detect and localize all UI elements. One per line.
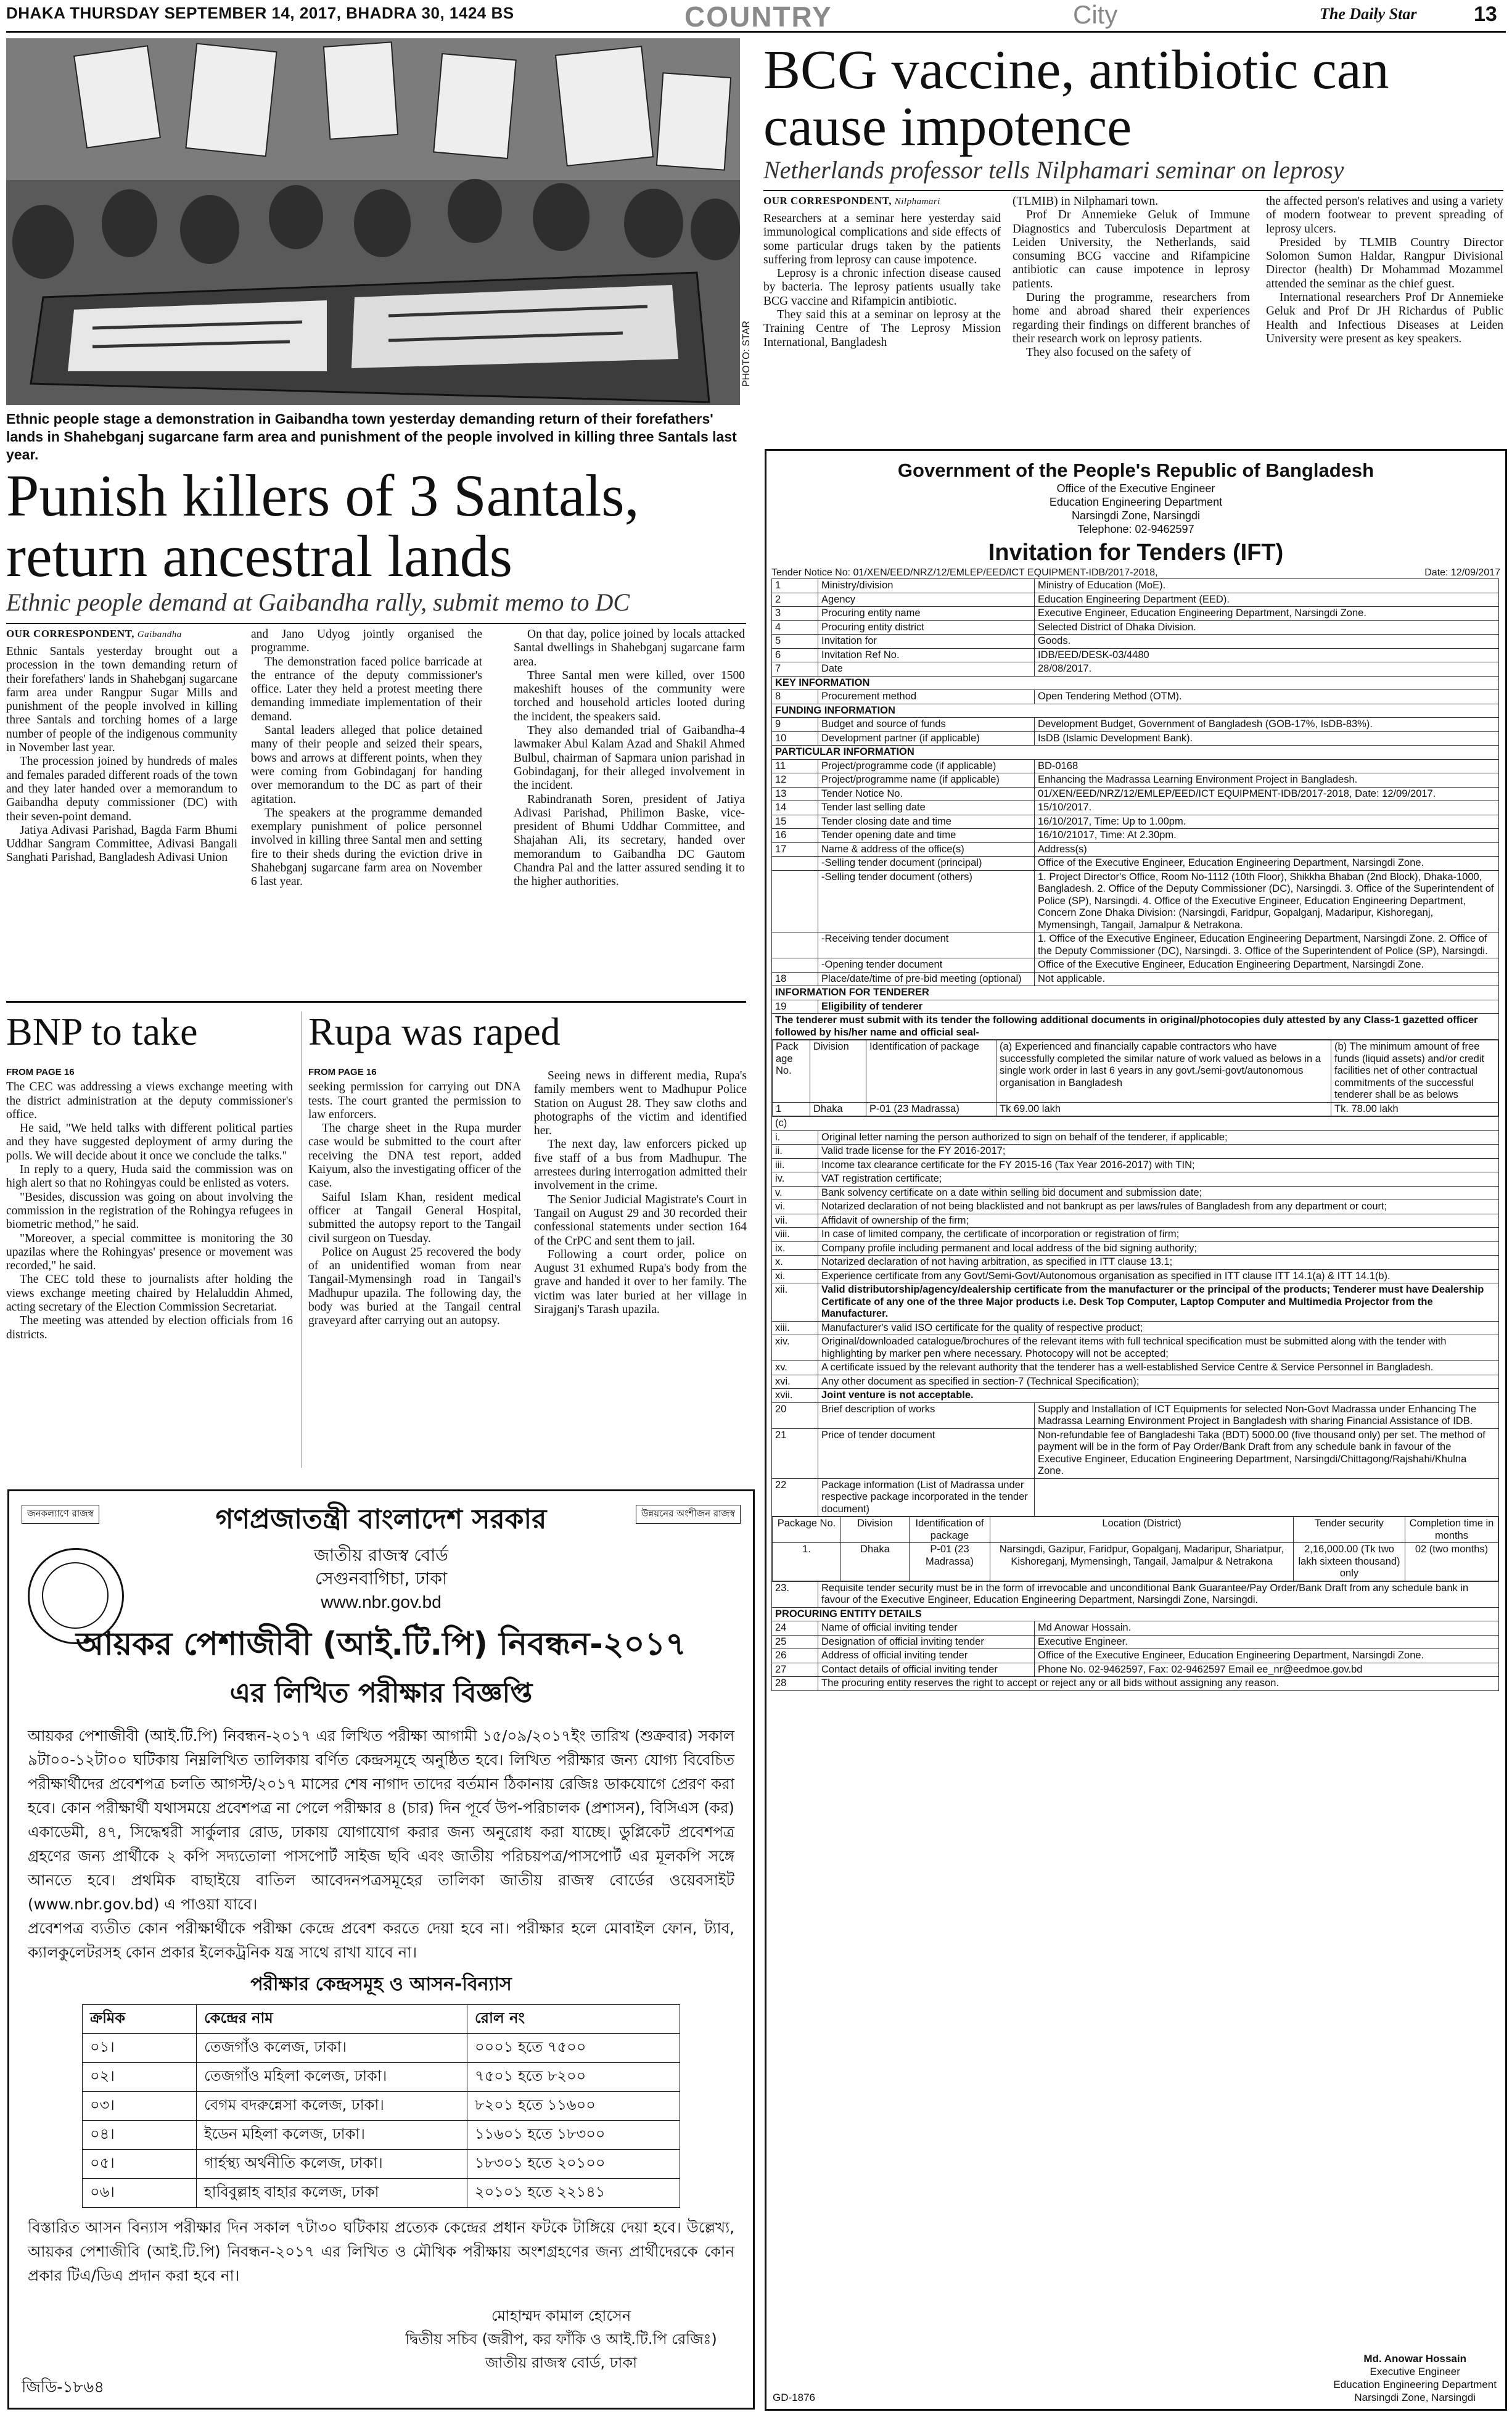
- section-divider: [6, 1001, 746, 1003]
- bcg-deck: Netherlands professor tells Nilphamari seminar on leprosy: [763, 156, 1344, 184]
- dateline: DHAKA THURSDAY SEPTEMBER 14, 2017, BHADRA 30, 1424 BS: [6, 4, 514, 22]
- tender-row: 21 Price of tender document Non-refundable fee of Bangladeshi Taka (BDT) 5000.00 (five thousand only) per set. The method of payment will be in the form of Pay Order/Bank Draft from any schedule bank in favour of the Executive Engineer, Education Engineering Department, Narsingdi/Chittagong/Rajshahi/Khulna Zone.: [772, 1428, 1499, 1478]
- santal-para: and Jano Udyog jointly organised the programme.: [251, 628, 482, 655]
- santal-rule: [6, 623, 746, 624]
- rupa-col-1: [308, 1066, 521, 1328]
- rupa-headline: Rupa was raped: [308, 1010, 561, 1053]
- document-row: x. Notarized declaration of not having arbitration, as specified in ITT clause 13.1;: [772, 1256, 1499, 1270]
- tender-row: -Opening tender document Office of the Executive Engineer, Education Engineering Department, Narsingdi Zone.: [772, 958, 1499, 973]
- nbr-title: আয়কর পেশাজীবী (আই.টি.পি) নিবন্ধন-২০১৭: [76, 1626, 686, 1663]
- tender-row: 6 Invitation Ref No. IDB/EED/DESK-03/4480: [772, 648, 1499, 662]
- bnp-para: The meeting was attended by election officials from 16 districts.: [6, 1314, 293, 1341]
- document-row: v. Bank solvency certificate on a date within selling bid document and submission date;: [772, 1186, 1499, 1200]
- package-head: Package No. Division Identification of package Location (District) Tender security Completion time in months: [773, 1517, 1498, 1543]
- nbr-signature: মোহাম্মদ কামাল হোসেন দ্বিতীয় সচিব (জরীপ, কর ফাঁকি ও আই.টি.পি রেজিঃ) জাতীয় রাজস্ব বোর্ড, ঢাকা: [405, 2307, 717, 2371]
- rupa-para: Seeing news in different media, Rupa's family members went to Madhupur Police Station on August 28. They saw cloths and photographs of the victim and identified her.: [534, 1069, 747, 1138]
- document-row: xiii. Manufacturer's valid ISO certificate for the quality of respective product;: [772, 1321, 1499, 1335]
- tender-row: 9 Budget and source of funds Development Budget, Government of Bangladesh (GOB-17%, IsDB-83%).: [772, 718, 1499, 732]
- tender-row: 2 Agency Education Engineering Department (EED).: [772, 593, 1499, 607]
- tender-gd-code: GD-1876: [773, 2392, 815, 2403]
- tender-row: 25 Designation of official inviting tender Executive Engineer.: [772, 1635, 1499, 1649]
- nbr-table-row: ০৩। বেগম বদরুন্নেসা কলেজ, ঢাকা। ৮২০১ হতে ১১৬০০: [83, 2092, 680, 2121]
- tender-row: 15 Tender closing date and time 16/10/2017, Time: Up to 1.00pm.: [772, 815, 1499, 829]
- rupa-para: Police on August 25 recovered the body of an unidentified woman from near Tangail-Mymensingh road in Tangail's Madhupur upazila. The following day, the body was buried at the Tangail central graveyard after carrying out an autopsy.: [308, 1245, 521, 1328]
- bnp-para: The CEC was addressing a views exchange meeting with the district administration at the deputy commissioner's office.: [6, 1080, 293, 1121]
- tender-row: -Selling tender document (others) 1. Project Director's Office, Room No-1112 (10th Floor), Shikkha Bhaban (2nd Block), Dhaka-1000, Bangladesh. 2. Office of the Deputy Commissioner (DC), Narsingdi. 3. Office of the Superintendent of Police (SP), Narsingdi. 4. Office of the Executive Engineer, Education Engineering Department, Concern Zone Dhaka Division: (Narsingdi, Faridpur, Gopalganj, Madaripur, Kishoreganj, Mymensingh, Tangail, Jamalpur & Netrakona.: [772, 870, 1499, 932]
- santal-byline: OUR CORRESPONDENT, Gaibandha: [6, 628, 182, 640]
- tender-section-row: INFORMATION FOR TENDERER: [772, 986, 1499, 1000]
- tender-row: 3 Procuring entity name Executive Engineer, Education Engineering Department, Narsingdi Zone.: [772, 607, 1499, 621]
- nbr-centre-table: [82, 2004, 680, 2208]
- eligibility-row: 1 Dhaka P-01 (23 Madrassa) Tk 69.00 lakh Tk. 78.00 lakh: [773, 1102, 1498, 1116]
- document-row: vii. Affidavit of ownership of the firm;: [772, 1214, 1499, 1228]
- rupa-para: Saiful Islam Khan, resident medical officer at Tangail General Hospital, submitted the autopsy report to the Tangail civil surgeon on Tuesday.: [308, 1190, 521, 1245]
- nbr-gd-code: জিডি-১৮৬৪: [22, 2378, 105, 2397]
- tender-section-row: PROCURING ENTITY DETAILS: [772, 1607, 1499, 1621]
- nbr-para-1: আয়কর পেশাজীবী (আই.টি.পি) নিবন্ধন-২০১৭ এর লিখিত পরীক্ষা আগামী ১৫/০৯/২০১৭ইং তারিখ (শুক্রবার) সকাল ৯টা০০-১২টা০০ ঘটিকায় নিম্নলিখিত তালিকায় বর্ণিত কেন্দ্রসমূহে অনুষ্ঠিত হবে। লিখিত পরীক্ষার জন্য যোগ্য বিবেচিত পরীক্ষার্থীদের প্রবেশপত্র চলতি আগস্ট/২০১৭ মাসের শেষ নাগাদ তাদের বর্তমান ঠিকানায় রেজিঃ ডাকযোগে প্রেরণ করা হবে। কোন পরীক্ষার্থী যথাসময়ে প্রবেশপত্র না পেলে পরীক্ষার ৪ (চার) দিন পূর্বে উপ-পরিচালক (প্রশাসন), বিসিএস (কর) একাডেমী, ৪৭, সিদ্ধেশ্বরী সার্কুলার রোড, ঢাকায় যোগাযোগ করার জন্য অনুরোধ করা যাচ্ছে। ডুপ্লিকেট প্রবেশপত্র গ্রহণের জন্য প্রার্থীকে ২ কপি সদ্যতোলা পাসপোর্ট সাইজ ছবি এবং জাতীয় পরিচয়পত্র/পাসপোর্ট এর মূলকপি সঙ্গে আনতে হবে। প্রথমিক বাছাইয়ে বাতিল আবেদনপত্রসমূহের তালিকা জাতীয় রাজস্ব বোর্ডের ওয়েবসাইট (www.nbr.gov.bd) এ পাওয়া যাবে।: [28, 1727, 734, 1913]
- bcg-para: International researchers Prof Dr Annemieke Geluk and Prof Dr JH Richardus of Public Health and Infectious Diseases at Leiden University were present as key speakers.: [1266, 291, 1503, 345]
- nbr-table-row: ০২। তেজগাঁও মহিলা কলেজ, ঢাকা। ৭৫০১ হতে ৮২০০: [83, 2063, 680, 2092]
- tender-row: [772, 1014, 1499, 1040]
- bnp-body: [6, 1066, 293, 1342]
- santal-para: On that day, police joined by locals attacked Santal dwellings in Shahebganj sugarcane farm area.: [514, 628, 745, 669]
- tender-row: 20 Brief description of works Supply and Installation of ICT Equipments for selected Non-Govt Madrassa under Enhancing The Madrassa Learning Environment Project in Bangladesh with sharing Financial Assistance of IDB.: [772, 1402, 1499, 1428]
- document-row: ii. Valid trade license for the FY 2016-2017;: [772, 1145, 1499, 1159]
- tender-row: 1 Ministry/division Ministry of Education (MoE).: [772, 579, 1499, 593]
- nbr-left-badge: জনকল্যাণে রাজস্ব: [22, 1505, 99, 1524]
- tender-row: -Selling tender document (principal) Office of the Executive Engineer, Education Engineering Department, Narsingdi Zone.: [772, 857, 1499, 871]
- bcg-para: During the programme, researchers from home and abroad shared their experiences regarding their findings on different branches of their research work on leprosy patients.: [1013, 291, 1250, 345]
- santal-col-2: [251, 628, 482, 889]
- section-label: COUNTRY: [684, 1, 832, 33]
- santal-col-1: [6, 645, 237, 865]
- tender-date: Date: 12/09/2017: [1424, 567, 1500, 578]
- bcg-rule: [763, 190, 1503, 191]
- tender-notice-line: [766, 567, 1505, 578]
- tender-signature: Md. Anowar Hossain Executive Engineer Education Engineering Department Narsingdi Zone, Narsingdi: [1333, 2353, 1497, 2403]
- tender-gov-title: Government of the People's Republic of Bangladesh: [897, 459, 1374, 481]
- nbr-table-head: ক্রমিক কেন্দ্রের নাম রোল নং: [83, 2005, 680, 2034]
- bcg-para: the affected person's relatives and using a variety of modern footwear to prevent spreading of leprosy ulcers.: [1266, 195, 1503, 236]
- bcg-col-1: [763, 212, 1001, 350]
- santal-headline: Punish killers of 3 Santals, return ancestral lands: [6, 463, 639, 589]
- tender-section-row: PARTICULAR INFORMATION: [772, 746, 1499, 760]
- santal-col-3: [514, 628, 745, 889]
- photo-caption: Ethnic people stage a demonstration in Gaibandha town yesterday demanding return of their forefathers' lands in Shahebganj sugarcane farm area and punishment of the people involved in killing three Santals last year.: [6, 411, 737, 463]
- nbr-para-2: প্রবেশপত্র ব্যতীত কোন পরীক্ষার্থীকে পরীক্ষা কেন্দ্রে প্রবেশ করতে দেয়া হবে না। পরীক্ষার হলে মোবাইল ফোন, ট্যাব, ক্যালকুলেটরসহ কোন প্রকার ইলেকট্রনিক যন্ত্র সাথে রাখা যাবে না।: [28, 1919, 734, 1961]
- bcg-para: Presided by TLMIB Country Director Solomon Sumon Haldar, Rangpur Divisional Director (health) Dr Mohammad Mozammel attended the seminar as the chief guest.: [1266, 236, 1503, 290]
- document-row: i. Original letter naming the person authorized to sign on behalf of the tenderer, if applicable;: [772, 1130, 1499, 1145]
- bnp-para: "Besides, discussion was going on about involving the commission in the registration of the Rohingya refugees in biometric method," he said.: [6, 1190, 293, 1232]
- document-row: viii. In case of limited company, the certificate of incorporation or registration of firm;: [772, 1228, 1499, 1242]
- document-row: iv. VAT registration certificate;: [772, 1172, 1499, 1187]
- package-row: 1. Dhaka P-01 (23 Madrassa) Narsingdi, Gazipur, Faridpur, Gopalganj, Madaripur, Shariatpur, Kishoreganj, Mymensingh, Tangail, Jamalpur & Netrakona 2,16,000.00 (Tk two lakh sixteen thousand) only 02 (two months): [773, 1543, 1498, 1581]
- tender-address: Narsingdi Zone, Narsingdi: [1071, 509, 1201, 522]
- nbr-table-title: পরীক্ষার কেন্দ্রসমূহ ও আসন-বিন্যাস: [250, 1974, 512, 1995]
- bcg-headline: BCG vaccine, antibiotic can cause impotence: [763, 39, 1389, 157]
- nbr-subtitle: এর লিখিত পরীক্ষার বিজ্ঞপ্তি: [229, 1677, 533, 1709]
- document-row: vi. Notarized declaration of not being blacklisted and not bankrupt as per laws/rules of Bangladesh from any department or court;: [772, 1200, 1499, 1214]
- tender-section-row: FUNDING INFORMATION: [772, 704, 1499, 718]
- bcg-para: Researchers at a seminar here yesterday said immunological complications and side effects of some particular drugs taken by the patients suffering from leprosy can cause impotence.: [763, 212, 1001, 266]
- nbr-place: সেগুনবাগিচা, ঢাকা: [314, 1568, 448, 1589]
- tender-row: (c): [772, 1117, 1499, 1131]
- tender-row: 22 Package information (List of Madrassa under respective package incorporated in the tender document): [772, 1478, 1499, 1517]
- nbr-gov-title: গণপ্রজাতন্ত্রী বাংলাদেশ সরকার: [215, 1504, 547, 1535]
- tender-row: 26 Address of official inviting tender Office of the Executive Engineer, Education Engineering Department, Narsingdi Zone.: [772, 1649, 1499, 1663]
- bnp-from-page: FROM PAGE 16: [6, 1067, 75, 1077]
- tender-row: 27 Contact details of official inviting tender Phone No. 02-9462597, Fax: 02-9462597 Email ee_nr@eedmoe.gov.bd: [772, 1663, 1499, 1677]
- bcg-para: Leprosy is a chronic infection disease caused by bacteria. The leprosy patients usually take BCG vaccine and Rifampicin antibiotic.: [763, 267, 1001, 308]
- tender-row: 10 Development partner (if applicable) IsDB (Islamic Development Bank).: [772, 731, 1499, 746]
- tender-row: 23. Requisite tender security must be in the form of irrevocable and unconditional Bank Guarantee/Pay Order/Bank Draft from any schedule bank in favour of the Executive Engineer, Education Engineering Department, Narsingdi Zone, Narsingdi.: [772, 1581, 1499, 1607]
- bcg-para: They said this at a seminar on leprosy at the Training Centre of The Leprosy Mission International, Bangladesh: [763, 308, 1001, 349]
- bcg-byline: OUR CORRESPONDENT, Nilphamari: [763, 195, 940, 207]
- nbr-table-row: ০৫। গার্হস্থ্য অর্থনীতি কলেজ, ঢাকা। ১৮৩০১ হতে ২০১০০: [83, 2150, 680, 2179]
- tender-phone: Telephone: 02-9462597: [1077, 523, 1194, 535]
- bcg-para: Prof Dr Annemieke Geluk of Immune Diagnostics and Tuberculosis Department at Leiden University, the Netherlands, said consuming BCG vaccine and Rifampicine antibiotic can cause impotence in leprosy patients.: [1013, 208, 1250, 290]
- tender-row: 14 Tender last selling date 15/10/2017.: [772, 801, 1499, 815]
- document-row: iii. Income tax clearance certificate for the FY 2015-16 (Tax Year 2016-2017) with TIN;: [772, 1158, 1499, 1172]
- bnp-para: In reply to a query, Huda said the commission was on high alert so that no Rohingyas could be enlisted as voters.: [6, 1163, 293, 1190]
- page-header: [6, 0, 1506, 33]
- tender-row: 12 Project/programme name (if applicable) Enhancing the Madrassa Learning Environment Project in Bangladesh.: [772, 773, 1499, 788]
- government-seal-icon: [28, 1548, 124, 1644]
- edition-label: City: [1073, 0, 1118, 29]
- tender-row: 8 Procurement method Open Tendering Method (OTM).: [772, 690, 1499, 704]
- document-row: xi. Experience certificate from any Govt/Semi-Govt/Autonomous organisation as specified in ITT clause ITT 14.1(a) & ITT 14.1(b).: [772, 1269, 1499, 1283]
- document-row: xvii. Joint venture is not acceptable.: [772, 1389, 1499, 1403]
- package-table: [772, 1517, 1498, 1581]
- nbr-right-badge: উন্নয়নের অংশীজন রাজস্ব: [636, 1505, 741, 1524]
- eligibility-table: [772, 1040, 1498, 1116]
- tender-row: 7 Date 28/08/2017.: [772, 662, 1499, 677]
- rupa-para: The Senior Judicial Magistrate's Court in Tangail on August 29 and 30 recorded their confessional statements under section 164 of the CrPC and sent them to jail.: [534, 1193, 747, 1248]
- rupa-col-2: [534, 1069, 747, 1317]
- masthead-logo: The Daily Star: [1320, 5, 1417, 23]
- column-rule: [301, 1011, 302, 1468]
- bnp-para: "Moreover, a special committee is monitoring the 30 upazilas where the Rohingyas' presence or movement was recorded," he said.: [6, 1232, 293, 1273]
- nbr-board: জাতীয় রাজস্ব বোর্ড: [314, 1545, 448, 1565]
- bcg-col-2: [1013, 195, 1250, 360]
- tender-row: 19 Eligibility of tenderer: [772, 1000, 1499, 1014]
- tender-row: [772, 1040, 1499, 1117]
- nbr-advert: [7, 1489, 755, 2410]
- santal-para: Three Santal men were killed, over 1500 makeshift houses of the community were torched and household articles looted during the incident, the speakers said.: [514, 669, 745, 723]
- protest-photo-illustration: [6, 38, 740, 405]
- santal-deck: Ethnic people demand at Gaibandha rally, submit memo to DC: [6, 588, 630, 616]
- tender-row: 13 Tender Notice No. 01/XEN/EED/NRZ/12/EMLEP/EED/ICT EQUIPMENT-IDB/2017-2018, Date: 12/09/2017.: [772, 787, 1499, 801]
- document-row: xiv. Original/downloaded catalogue/brochures of the relevant items with full technical specification must be submitted along with the tender with highlighting by marker pen where necessary. Photocopy will not be accepted;: [772, 1335, 1499, 1361]
- nbr-website: www.nbr.gov.bd: [321, 1592, 442, 1611]
- page-number: 13: [1474, 2, 1497, 26]
- tender-office: Office of the Executive Engineer: [1056, 482, 1215, 495]
- santal-para: The speakers at the programme demanded exemplary punishment of police personnel involved in killing three Santal men and setting fire to their sheds during the eviction drive in Shahebganj sugarcane farm area on November 6 last year.: [251, 806, 482, 889]
- rupa-para: The next day, law enforcers picked up five staff of a bus from Madhupur. The arrestees during interrogation admitted their involvement in the crime.: [534, 1138, 747, 1193]
- document-row: xii. Valid distributorship/agency/dealership certificate from the manufacturer or the principal of the products; Tenderer must have Dealership Certificate of any one of the three Major products i.e. Desk Top Computer, Laptop Computer and Multimedia Projector from the Manufacturer.: [772, 1283, 1499, 1322]
- tender-advert: [765, 449, 1507, 2411]
- santal-para: They also demanded trial of Gaibandha-4 lawmaker Abul Kalam Azad and Shakil Ahmed Bulbul, chairman of Sapmara union parishad in Gobindaganj, for their alleged involvement in the incident.: [514, 724, 745, 792]
- rupa-from-page: FROM PAGE 16: [308, 1067, 377, 1077]
- rupa-para: The charge sheet in the Rupa murder case would be submitted to the court after receiving the DNA test report, added Kaiyum, also the investigating officer of the case.: [308, 1122, 521, 1190]
- bnp-headline: BNP to take: [6, 1010, 198, 1053]
- nbr-table-row: ০৬। হাবিবুল্লাহ বাহার কলেজ, ঢাকা ২০১০১ হতে ২২১৪১: [83, 2179, 680, 2208]
- tender-row: 5 Invitation for Goods.: [772, 635, 1499, 649]
- document-row: ix. Company profile including permanent and local address of the bid signing authority;: [772, 1241, 1499, 1256]
- tender-title: Invitation for Tenders (IFT): [988, 540, 1284, 566]
- bcg-col-3: [1266, 195, 1503, 346]
- tender-row: 11 Project/programme code (if applicable) BD-0168: [772, 759, 1499, 773]
- tender-row: 17 Name & address of the office(s) Address(s): [772, 842, 1499, 857]
- protest-photo: [6, 38, 740, 405]
- tender-row: 18 Place/date/time of pre-bid meeting (optional) Not applicable.: [772, 972, 1499, 986]
- tender-notice-no: Tender Notice No: 01/XEN/EED/NRZ/12/EMLEP/EED/ICT EQUIPMENT-IDB/2017-2018,: [771, 567, 1158, 578]
- bnp-para: The CEC told these to journalists after holding the views exchange meeting chaired by Helaluddin Ahmed, acting secretary of the Election Commission Secretariat.: [6, 1273, 293, 1314]
- document-row: xv. A certificate issued by the relevant authority that the tenderer has a well-established Service Centre & Service Personnel in Bangladesh.: [772, 1361, 1499, 1375]
- santal-para: The procession joined by hundreds of males and females paraded different roads of the town and they later handed over a memorandum to Gaibandha deputy commissioner (DC) with their seven-point demand.: [6, 755, 237, 823]
- nbr-table-row: ০৪। ইডেন মহিলা কলেজ, ঢাকা। ১১৬০১ হতে ১৮৩০০: [83, 2121, 680, 2150]
- tender-row: [772, 1517, 1499, 1582]
- rupa-para: Following a court order, police on August 31 exhumed Rupa's body from the grave and handed it over to her family. The victim was later buried at her village in Sirajganj's Tarash upazila.: [534, 1248, 747, 1317]
- santal-para: Ethnic Santals yesterday brought out a procession in the town demanding return of their forefathers' lands in Shahebganj sugarcane farm area under Rangpur Sugar Mills and punishment of the people involved in killing three Santals and torching homes of a large number of people of the indigenous community in November last year.: [6, 645, 237, 755]
- tender-section-row: KEY INFORMATION: [772, 676, 1499, 690]
- tender-dept: Education Engineering Department: [1049, 496, 1223, 508]
- tender-row: 24 Name of official inviting tender Md Anowar Hossain.: [772, 1621, 1499, 1636]
- santal-para: Santal leaders alleged that police detained many of their people and seized their spears, bows and arrows at different points, when they were coming from Gobindaganj for handing over memorandum to the DC as part of their agitation.: [251, 724, 482, 806]
- santal-para: Rabindranath Soren, president of Jatiya Adivasi Parishad, Philimon Baske, vice-president of Bhumi Uddhar Committee, and Shajahan Ali, its secretary, handed over memorandum to Gaibandha DC Gautom Chandra Pal and the latter assured sending it to the higher authorities.: [514, 792, 745, 889]
- bcg-para: They also focused on the safety of: [1026, 346, 1191, 360]
- photo-credit: PHOTO: STAR: [741, 321, 752, 387]
- eligibility-head: Pack age No. Division Identification of package (a) Experienced and financially capable contractors who have successfully completed the similar nature of work valued as belows in a single work order in last 6 years in any govt./semi-govt/autonomous organisation in Bangladesh (b) The minimum amount of free funds (liquid assets) and/or credit facilities net of other contractual commitments of the successful tenderer shall be as belows: [773, 1040, 1498, 1103]
- tender-row: 4 Procuring entity district Selected District of Dhaka Division.: [772, 620, 1499, 635]
- tender-row: 16 Tender opening date and time 16/10/21017, Time: At 2.30pm.: [772, 829, 1499, 843]
- bnp-para: He said, "We held talks with different political parties and they have suggested deployment of army during the polls. We will decide about it once we conclude the talks.": [6, 1122, 293, 1163]
- tender-row: 28 The procuring entity reserves the right to accept or reject any or all bids without assigning any reason.: [772, 1677, 1499, 1691]
- santal-para: The demonstration faced police barricade at the entrance of the deputy commissioner's office. Later they held a protest meeting there demanding immediate implementation of their demand.: [251, 655, 482, 723]
- eligibility-text: The tenderer must submit with its tender the following additional documents in original/photocopies duly attested by any Class-1 gazetted officer followed by his/her name and official seal-: [772, 1014, 1499, 1040]
- tender-row: -Receiving tender document 1. Office of the Executive Engineer, Education Engineering Department, Narsingdi Zone. 2. Office of the Deputy Commissioner (DC), Narsingdi. 3. Office of the Superintendent of Police (SP), Narsingdi.: [772, 932, 1499, 958]
- santal-para: Jatiya Adivasi Parishad, Bagda Farm Bhumi Uddhar Sangram Committee, Adivasi Bangali Sanghati Parishad, Bangladesh Adivasi Union: [6, 823, 237, 865]
- bcg-para: (TLMIB) in Nilphamari town.: [1013, 195, 1159, 208]
- nbr-para-3: বিস্তারিত আসন বিন্যাস পরীক্ষার দিন সকাল ৭টা৩০ ঘটিকায় প্রত্যেক কেন্দ্রের প্রধান ফটকে টাঙ্গিয়ে দেয়া হবে। উল্লেখ্য, আয়কর পেশাজীবি (আই.টি.পি) নিবন্ধন-২০১৭ এর লিখিত ও মৌখিক পরীক্ষায় অংশগ্রহণের জন্য প্রার্থীদেরকে কোন প্রকার টিএ/ডিএ প্রদান করা হবে না।: [28, 2218, 734, 2284]
- nbr-table-row: ০১। তেজগাঁও কলেজ, ঢাকা। ০০০১ হতে ৭৫০০: [83, 2034, 680, 2063]
- document-row: xvi. Any other document as specified in section-7 (Technical Specification);: [772, 1375, 1499, 1389]
- tender-table: [771, 578, 1499, 1691]
- rupa-para: seeking permission for carrying out DNA tests. The court granted the permission to law enforcers.: [308, 1080, 521, 1121]
